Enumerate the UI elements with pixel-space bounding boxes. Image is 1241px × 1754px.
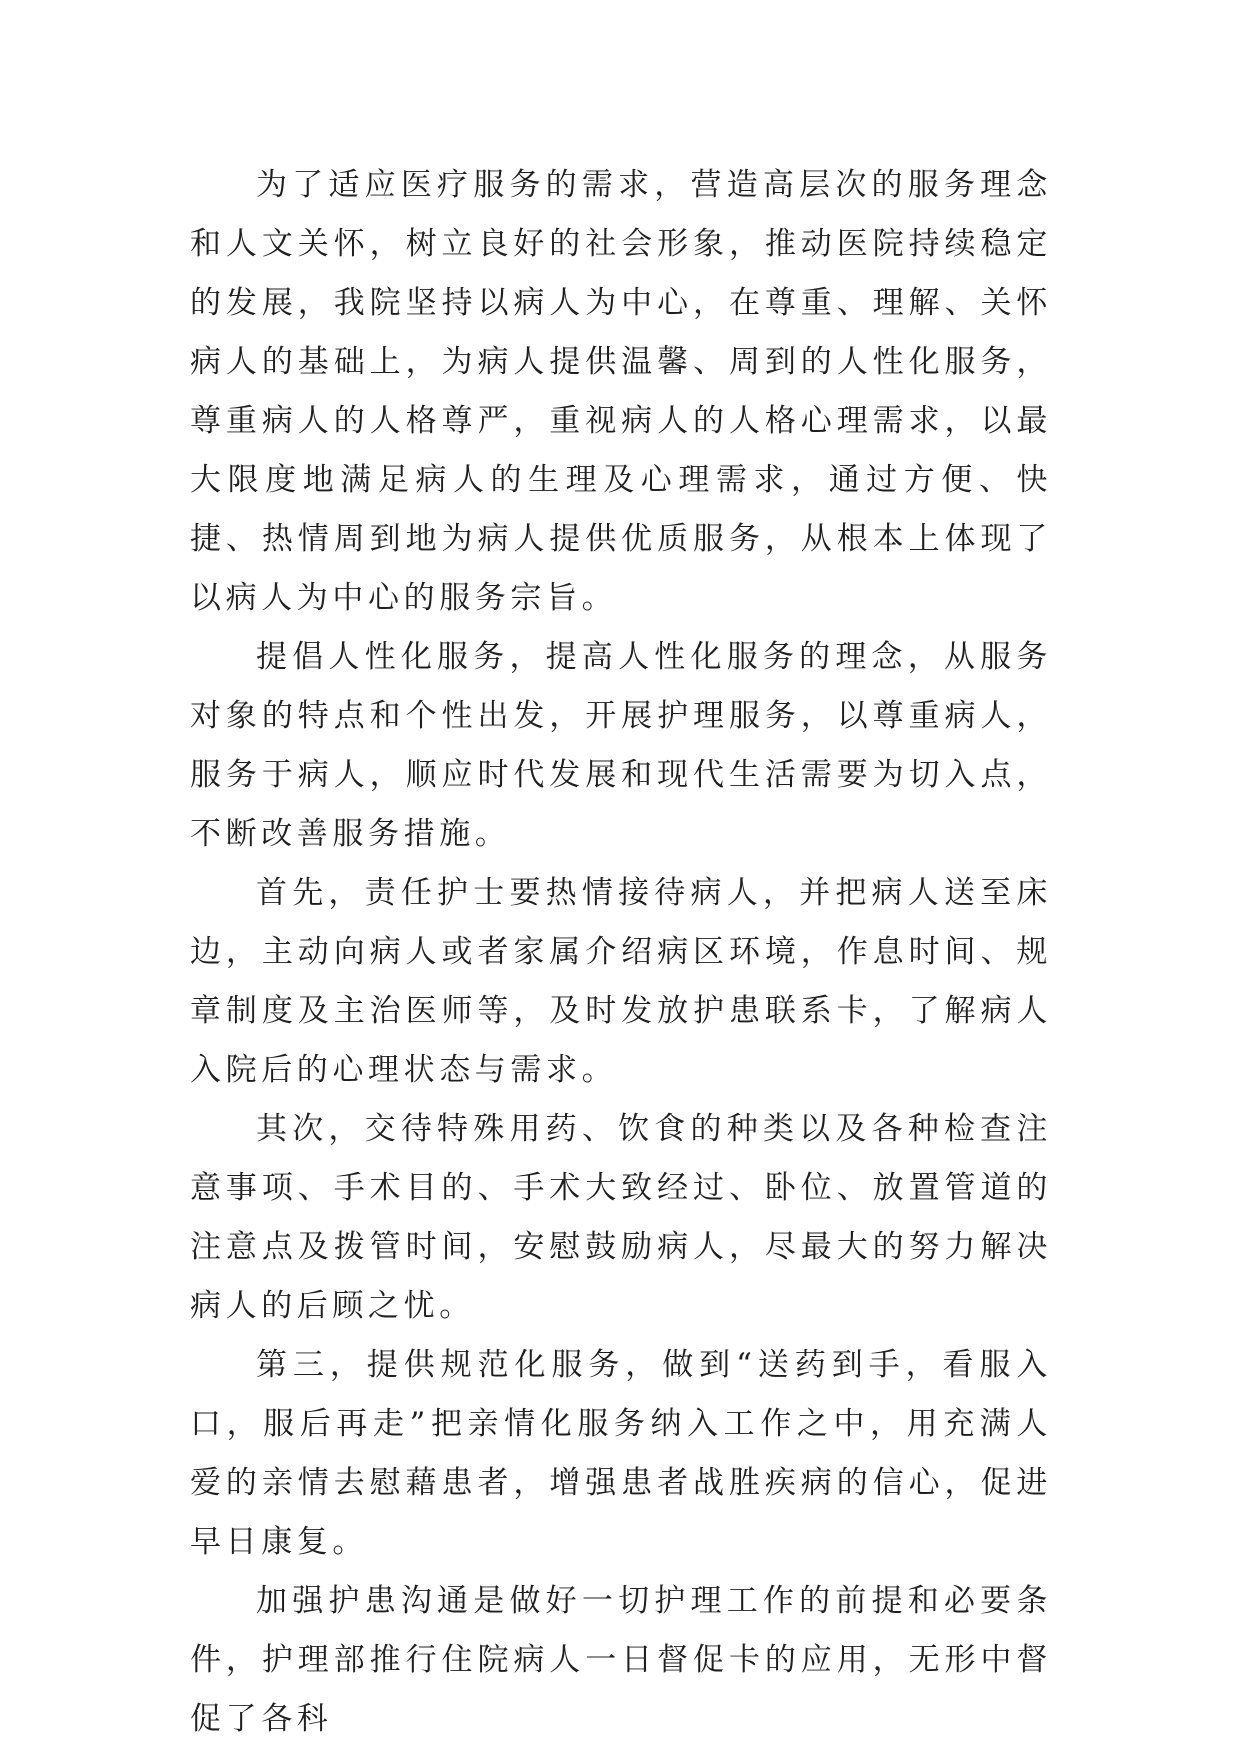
paragraph-1: 为了适应医疗服务的需求，营造高层次的服务理念和人文关怀，树立良好的社会形象，推动医院持续稳定的发展，我院坚持以病人为中心，在尊重、理解、关怀病人的基础上，为病人提供温馨、周到的人性化服务，尊重病人的人格尊严，重视病人的人格心理需求，以最大限度地满足病人的生理及心理需求，通过方便、快捷、热情周到地为病人提供优质服务，从根本上体现了以病人为中心的服务宗旨。	[190, 167, 1052, 616]
paragraph-4: 其次，交待特殊用药、饮食的种类以及各种检查注意事项、手术目的、手术大致经过、卧位、放置管道的注意点及拨管时间，安慰鼓励病人，尽最大的努力解决病人的后顾之忧。	[190, 1111, 1052, 1324]
paragraph-3: 首先，责任护士要热情接待病人，并把病人送至床边，主动向病人或者家属介绍病区环境，作息时间、规章制度及主治医师等，及时发放护患联系卡，了解病人入院后的心理状态与需求。	[190, 875, 1052, 1088]
paragraph-6: 加强护患沟通是做好一切护理工作的前提和必要条件，护理部推行住院病人一日督促卡的应用，无形中督促了各科	[190, 1583, 1052, 1737]
document-body	[190, 156, 1052, 1749]
paragraph-5: 第三，提供规范化服务，做到“送药到手，看服入口，服后再走”把亲情化服务纳入工作之中，用充满人爱的亲情去慰藉患者，增强患者战胜疾病的信心，促进早日康复。	[190, 1347, 1052, 1560]
paragraph-2: 提倡人性化服务，提高人性化服务的理念，从服务对象的特点和个性出发，开展护理服务，以尊重病人，服务于病人，顺应时代发展和现代生活需要为切入点，不断改善服务措施。	[190, 639, 1052, 852]
